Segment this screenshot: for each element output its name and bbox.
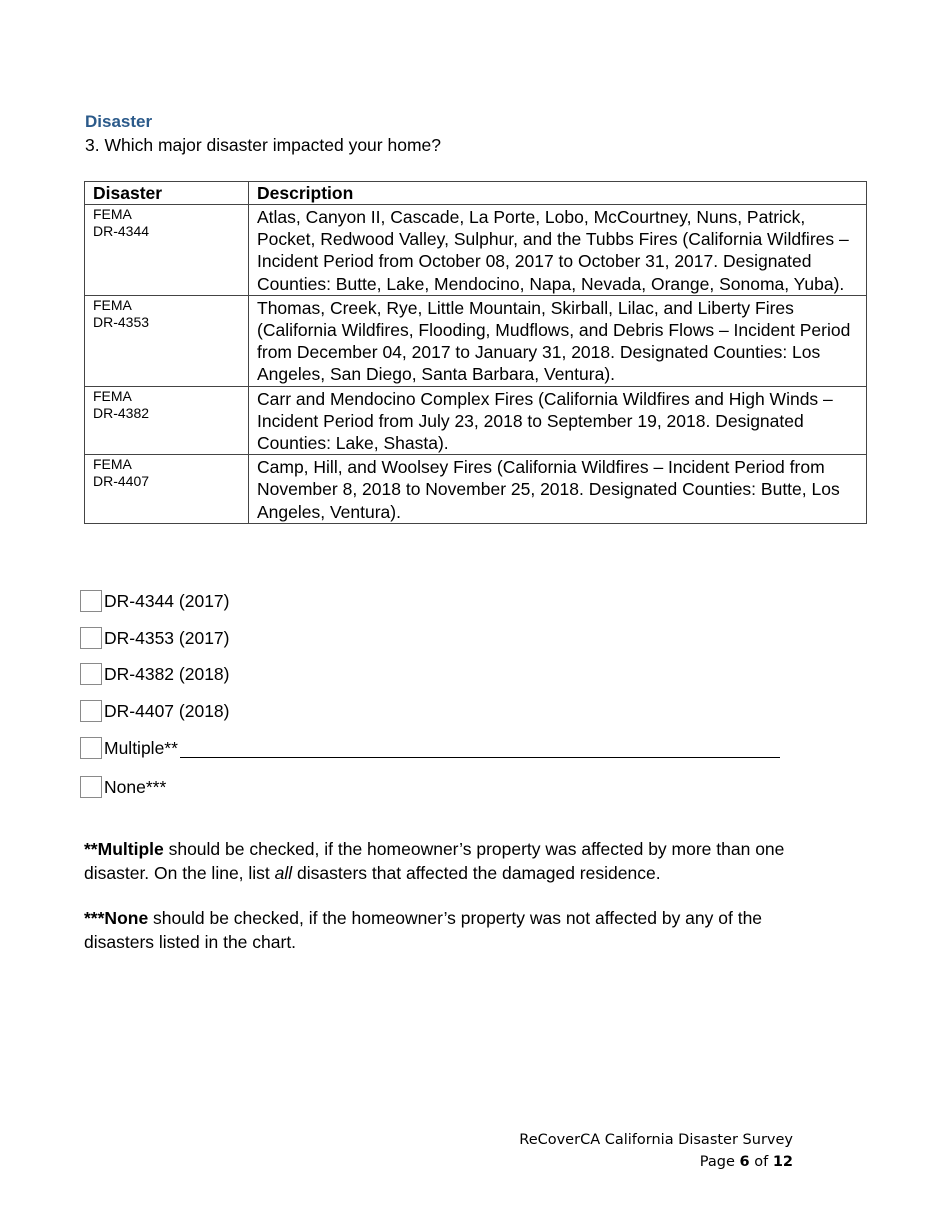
description-cell: Atlas, Canyon II, Cascade, La Porte, Lobo, McCourtney, Nuns, Patrick, Pocket, Redwood Valley, Sulphur, and the Tubbs Fires (California Wildfires – Incident Period from October 08, 2017 to October 31, 2017. Designated Counties: Butte, Lake, Mendocino, Napa, Nevada, Orange, Sonoma, Yuba). <box>249 205 867 296</box>
disaster-table <box>84 181 867 524</box>
option-dr-4344 <box>80 589 229 613</box>
note-text: disasters that affected the damaged residence. <box>292 862 661 883</box>
disaster-cell <box>85 386 249 455</box>
disaster-cell <box>85 455 249 524</box>
table-header-row <box>85 182 867 205</box>
footer-title: ReCoverCA California Disaster Survey <box>519 1132 793 1148</box>
option-multiple <box>80 736 780 760</box>
of-word: of <box>749 1154 773 1170</box>
total-pages: 12 <box>772 1154 793 1170</box>
agency-label: FEMA <box>93 456 132 473</box>
option-label: Multiple** <box>104 737 178 758</box>
checkbox-multiple[interactable] <box>80 737 102 759</box>
agency-label: FEMA <box>93 296 132 313</box>
checkbox-dr-4353[interactable] <box>80 627 102 649</box>
note-italic: all <box>274 862 293 883</box>
column-header-description: Description <box>249 182 867 205</box>
option-label: DR-4344 (2017) <box>104 590 230 611</box>
disaster-cell <box>85 205 249 296</box>
option-label: DR-4382 (2018) <box>104 663 230 684</box>
note-bold: ***None <box>84 908 149 928</box>
checkbox-dr-4382[interactable] <box>80 663 102 685</box>
disaster-code: DR-4382 <box>93 404 150 421</box>
checkbox-none[interactable] <box>80 776 102 798</box>
description-cell: Camp, Hill, and Woolsey Fires (California Wildfires – Incident Period from November 8, 2018 to November 25, 2018. Designated Counties: Butte, Los Angeles, Ventura). <box>249 455 867 524</box>
checkbox-dr-4344[interactable] <box>80 590 102 612</box>
table-row <box>85 386 867 455</box>
option-dr-4382 <box>80 662 229 686</box>
disaster-cell <box>85 295 249 386</box>
option-dr-4353 <box>80 626 229 650</box>
note-bold: **Multiple <box>84 839 164 859</box>
option-none <box>80 775 166 799</box>
page-word: Page <box>699 1154 740 1170</box>
note-multiple <box>84 838 804 885</box>
current-page: 6 <box>739 1154 750 1170</box>
disaster-code: DR-4407 <box>93 473 150 490</box>
table-row <box>85 455 867 524</box>
table-row <box>85 295 867 386</box>
option-dr-4407 <box>80 699 229 723</box>
disaster-code: DR-4353 <box>93 313 150 330</box>
disaster-code: DR-4344 <box>93 223 150 239</box>
option-label: None*** <box>104 776 167 797</box>
note-text: should be checked, if the homeowner’s property was affected by more than one disaster. On the line, list <box>84 839 785 883</box>
agency-label: FEMA <box>93 206 132 222</box>
checkbox-dr-4407[interactable] <box>80 700 102 722</box>
table-row <box>85 205 867 296</box>
description-cell: Carr and Mendocino Complex Fires (California Wildfires and High Winds – Incident Period from July 23, 2018 to September 19, 2018. Designated Counties: Lake, Shasta). <box>249 386 867 455</box>
column-header-disaster: Disaster <box>85 182 249 205</box>
option-label: DR-4353 (2017) <box>104 627 230 648</box>
question-text: 3. Which major disaster impacted your home? <box>85 135 441 155</box>
agency-label: FEMA <box>93 387 132 404</box>
note-text: should be checked, if the homeowner’s property was not affected by any of the disasters listed in the chart. <box>84 908 763 952</box>
description-cell: Thomas, Creek, Rye, Little Mountain, Skirball, Lilac, and Liberty Fires (California Wildfires, Flooding, Mudflows, and Debris Flows – Incident Period from December 04, 2017 to January 31, 2018. Designated Counties: Los Angeles, San Diego, Santa Barbara, Ventura). <box>249 295 867 386</box>
multiple-write-in-line[interactable] <box>180 739 780 758</box>
note-none <box>84 907 804 954</box>
option-label: DR-4407 (2018) <box>104 700 230 721</box>
page-footer <box>519 1129 793 1173</box>
section-heading: Disaster <box>85 112 153 131</box>
page-number <box>519 1151 793 1173</box>
